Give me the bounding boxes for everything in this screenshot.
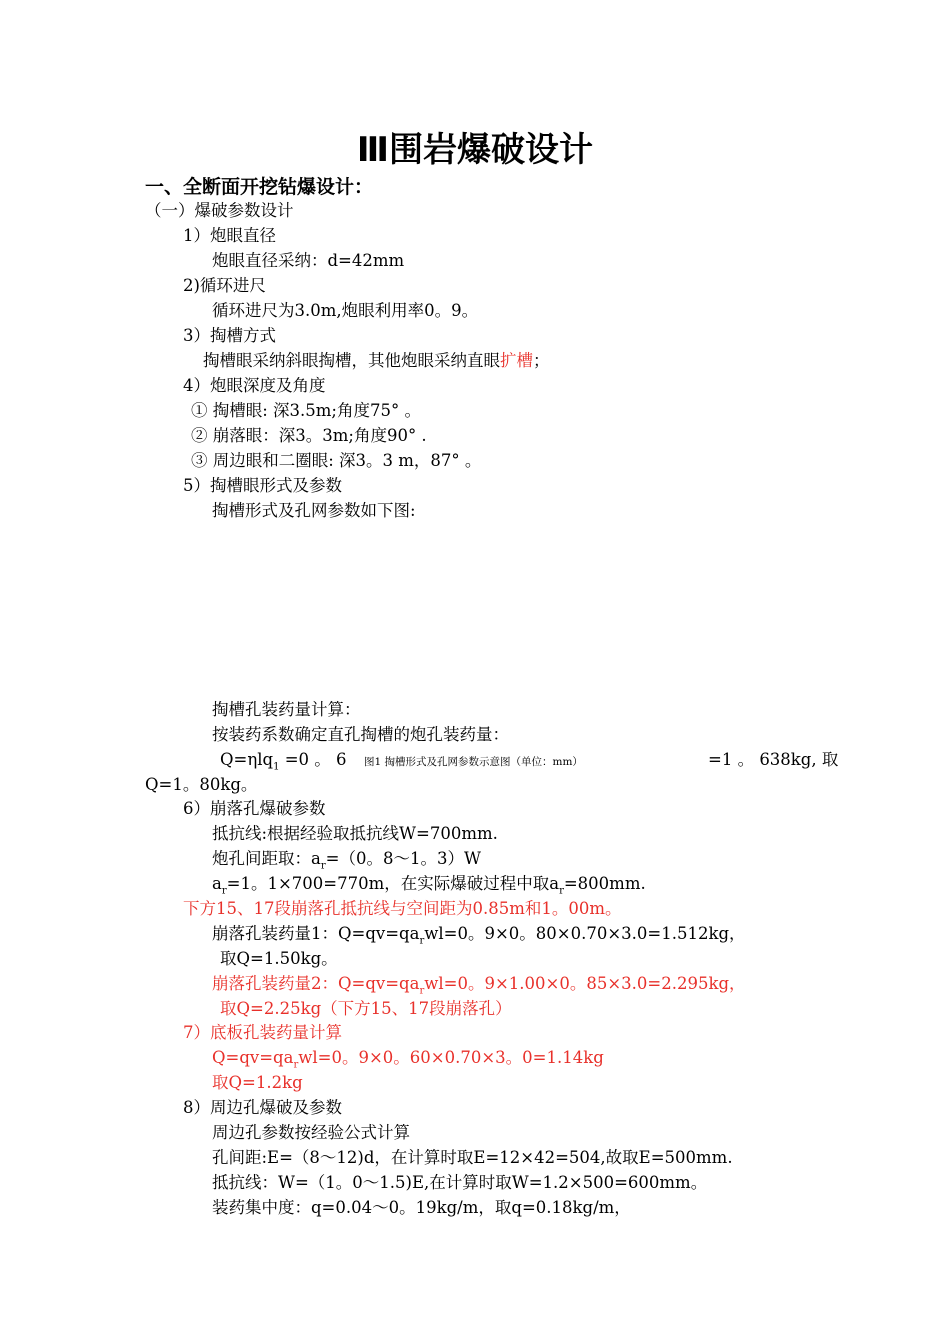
item-5-body: 掏槽形式及孔网参数如下图: — [212, 501, 416, 520]
item-3-body-highlight: 扩槽 — [500, 351, 533, 370]
item-6-charge-1-sub: r — [419, 935, 425, 947]
item-8-heading: 8）周边孔爆破及参数 — [183, 1098, 342, 1117]
formula-part-b: =0 。 6 — [279, 750, 347, 769]
subsection-heading: （一）爆破参数设计 — [145, 201, 294, 220]
item-1-heading: 1）炮眼直径 — [183, 226, 276, 245]
item-8-line-2: 孔间距:E=（8～12)d，在计算时取E=12×42=504,故取E=500mm. — [212, 1148, 733, 1167]
item-6-highlight-line: 下方15、17段崩落孔抵抗线与空间距为0.85m和1。00m。 — [183, 899, 622, 918]
section-heading-1: 一、全断面开挖钻爆设计： — [145, 176, 374, 198]
formula-part-a: Q=ηlq — [220, 750, 274, 769]
item-6-line-3-c: =800mm. — [563, 874, 646, 893]
item-6-charge-2-sub: r — [419, 985, 425, 997]
item-8-line-4: 装药集中度：q=0.04～0。19kg/m，取q=0.18kg/m， — [212, 1198, 631, 1217]
item-3-body-end: ； — [533, 351, 550, 370]
item-7-line-1-b: wl=0。9×0。60×0.70×3。0=1.14kg — [298, 1048, 604, 1067]
item-7-line-2: 取Q=1.2kg — [212, 1073, 303, 1092]
item-4-heading: 4）炮眼深度及角度 — [183, 376, 326, 395]
item-6-heading: 6）崩落孔爆破参数 — [183, 799, 326, 818]
item-1-body: 炮眼直径采纳：d=42mm — [212, 251, 405, 270]
item-6-charge-2-take: 取Q=2.25kg（下方15、17段崩落孔） — [220, 999, 512, 1018]
item-3-heading: 3）掏槽方式 — [183, 326, 276, 345]
item-6-line-1: 抵抗线:根据经验取抵抗线W=700mm. — [212, 824, 498, 843]
item-6-line-3-b: =1。1×700=770m，在实际爆破过程中取a — [226, 874, 560, 893]
item-6-charge-1-b: wl=0。9×0。80×0.70×3.0=1.512kg， — [424, 924, 746, 943]
charge-calc-heading: 掏槽孔装药量计算： — [212, 700, 361, 719]
item-6-line-3-sub2: r — [559, 885, 564, 897]
item-4-line-2: ② 崩落眼：深3。3m;角度90° . — [191, 426, 427, 445]
item-6-charge-1-take: 取Q=1.50kg。 — [220, 949, 338, 968]
item-6-line-2-b: =（0。8～1。3）W — [325, 849, 481, 868]
figure-caption: 图1 掏槽形式及孔网参数示意图（单位：mm） — [364, 756, 583, 768]
item-8-line-3: 抵抗线：W=（1。0～1.5)E,在计算时取W=1.2×500=600mm。 — [212, 1173, 708, 1192]
item-7-heading: 7）底板孔装药量计算 — [183, 1023, 342, 1042]
page-title: Ⅲ围岩爆破设计 — [356, 130, 594, 170]
item-5-heading: 5）掏槽眼形式及参数 — [183, 476, 342, 495]
charge-calc-body: 按装药系数确定直孔掏槽的炮孔装药量： — [212, 725, 509, 744]
item-6-line-2-sub: r — [320, 860, 326, 872]
item-2-heading: 2)循环进尺 — [183, 276, 266, 295]
item-2-body: 循环进尺为3.0m,炮眼利用率0。9。 — [212, 301, 479, 320]
item-6-line-2-a: 炮孔间距取：a — [212, 849, 321, 868]
item-4-line-3: ③ 周边眼和二圈眼: 深3。3 m，87° 。 — [191, 451, 482, 470]
item-4-line-1: ① 掏槽眼: 深3.5m;角度75° 。 — [191, 401, 421, 420]
item-6-charge-1-a: 崩落孔装药量1：Q=qv=qa — [212, 924, 420, 943]
formula-wrap: Q=1。80kg。 — [145, 775, 258, 794]
item-7-line-1-sub: r — [293, 1059, 299, 1071]
item-6-line-3-sub: r — [221, 885, 227, 897]
formula-result: =1 。 638kg, 取 — [708, 750, 839, 769]
item-6-charge-2-b: wl=0。9×1.00×0。85×3.0=2.295kg， — [424, 974, 746, 993]
item-7-line-1-a: Q=qv=qa — [212, 1048, 294, 1067]
formula-subscript: 1 — [273, 761, 280, 773]
item-6-line-3-a: a — [212, 874, 222, 893]
item-3-body — [203, 349, 550, 373]
item-3-body-text: 掏槽眼采纳斜眼掏槽，其他炮眼采纳直眼 — [203, 351, 500, 370]
item-8-line-1: 周边孔参数按经验公式计算 — [212, 1123, 410, 1142]
item-6-charge-2-a: 崩落孔装药量2：Q=qv=qa — [212, 974, 420, 993]
